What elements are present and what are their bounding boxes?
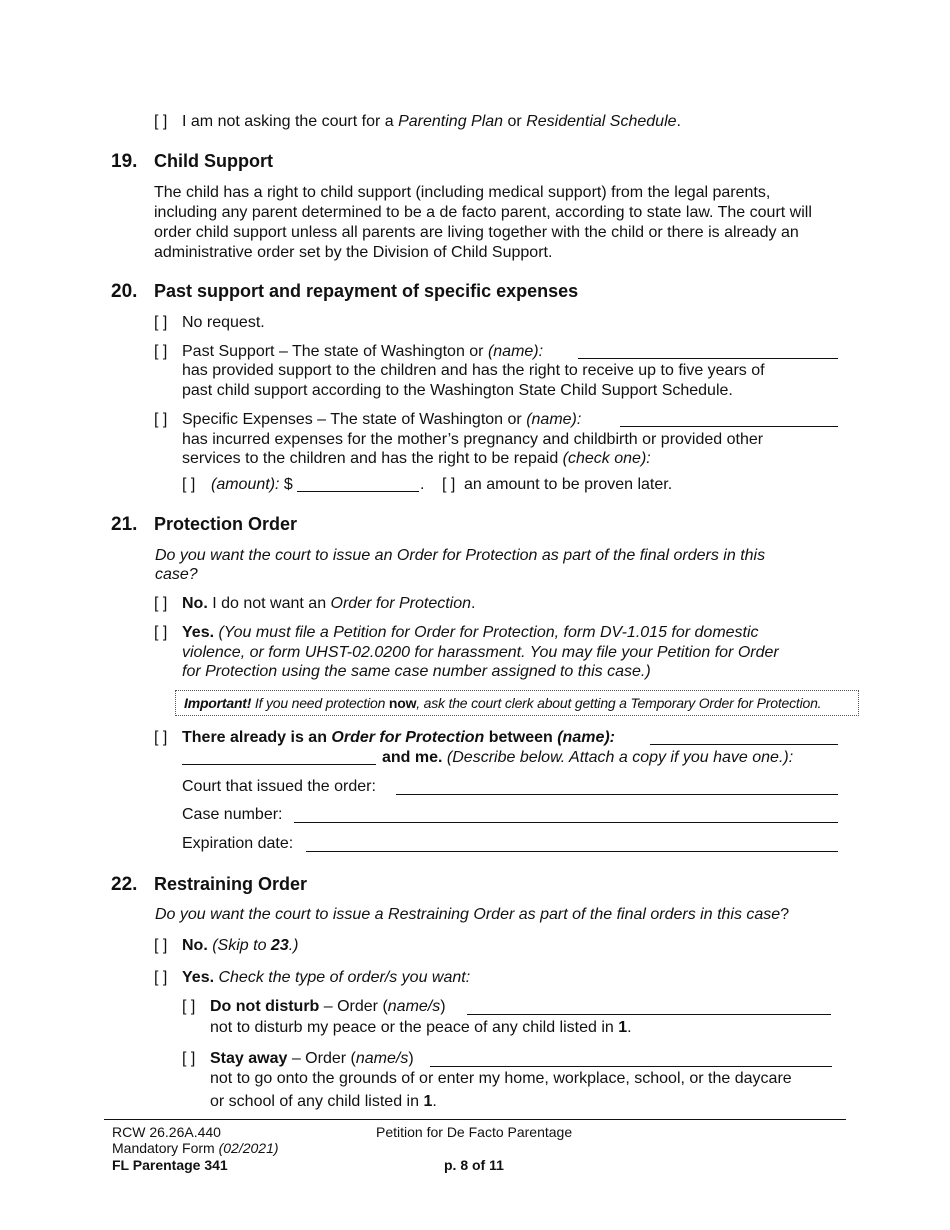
section-22-number: 22.: [111, 874, 138, 895]
no-parenting-plan-text: I am not asking the court for a Parenting Plan or Residential Schedule.: [182, 113, 681, 130]
do-not-disturb-name-line[interactable]: [467, 1014, 831, 1015]
checkbox-protection-no[interactable]: [ ]: [154, 595, 168, 612]
checkbox-restraining-yes[interactable]: [ ]: [154, 969, 168, 986]
past-support-text: Past Support – The state of Washington or (name):: [182, 343, 544, 360]
stay-away-line-2: not to go onto the grounds of or enter my home, workplace, school, or the daycare: [210, 1070, 792, 1087]
do-not-disturb-line-2: not to disturb my peace or the peace of any child listed in 1.: [210, 1019, 632, 1036]
stay-away-text: Stay away – Order (name/s): [210, 1050, 414, 1067]
checkbox-proven-later[interactable]: [ ]: [442, 476, 456, 493]
section-19-title: Child Support: [154, 151, 273, 171]
section-19-line-2: including any parent determined to be a de facto parent, according to state law. The court will: [154, 204, 812, 221]
checkbox-no-parenting-plan[interactable]: [ ]: [154, 113, 168, 130]
amount-period: .: [420, 476, 425, 493]
footer-page-number: p. 8 of 11: [444, 1157, 504, 1173]
section-22-question: Do you want the court to issue a Restraining Order as part of the final orders in this case?: [155, 906, 790, 923]
section-21-title: Protection Order: [154, 514, 298, 534]
court-issued-line[interactable]: [396, 794, 838, 795]
footer-rcw: RCW 26.26A.440: [112, 1124, 221, 1140]
footer-mandatory-form: Mandatory Form (02/2021): [112, 1140, 279, 1156]
stay-away-name-line[interactable]: [430, 1066, 832, 1067]
expiration-date-label: Expiration date:: [182, 835, 294, 852]
do-not-disturb-text: Do not disturb – Order (name/s): [210, 998, 446, 1015]
checkbox-protection-yes[interactable]: [ ]: [154, 624, 168, 641]
existing-order-name-line-2[interactable]: [182, 764, 376, 765]
footer-form-number: FL Parentage 341: [112, 1157, 228, 1173]
checkbox-past-support[interactable]: [ ]: [154, 343, 168, 360]
section-21-number: 21.: [111, 514, 138, 535]
restraining-yes-text: Yes. Check the type of order/s you want:: [182, 969, 471, 986]
past-support-name-line[interactable]: [578, 358, 838, 359]
past-support-line-2: has provided support to the children and has the right to receive up to five years of: [182, 362, 765, 379]
footer-rule: [104, 1119, 846, 1120]
amount-label: (amount): $: [211, 476, 293, 493]
section-19-number: 19.: [111, 151, 138, 172]
restraining-no-text: No. (Skip to 23.): [182, 937, 299, 954]
section-19-line-1: The child has a right to child support (including medical support) from the legal parents,: [154, 184, 771, 201]
specific-expenses-text: Specific Expenses – The state of Washington or (name):: [182, 411, 582, 428]
proven-later-text: an amount to be proven later.: [464, 476, 673, 493]
past-support-line-3: past child support according to the Washington State Child Support Schedule.: [182, 382, 733, 399]
checkbox-existing-order[interactable]: [ ]: [154, 729, 168, 746]
no-request-text: No request.: [182, 314, 265, 331]
section-21-question-line-1: Do you want the court to issue an Order for Protection as part of the final orders in this: [155, 547, 766, 564]
protection-yes-line-3: for Protection using the same case number assigned to this case.): [182, 663, 651, 680]
case-number-label: Case number:: [182, 806, 283, 823]
stay-away-line-3: or school of any child listed in 1.: [210, 1093, 437, 1110]
specific-expenses-name-line[interactable]: [620, 426, 838, 427]
section-21-question-line-2: case?: [155, 566, 198, 583]
expiration-date-line[interactable]: [306, 851, 838, 852]
protection-yes-text: Yes. (You must file a Petition for Order for Protection, form DV-1.015 for domestic: [182, 624, 759, 641]
section-19-line-3: order child support unless all parents are living together with the child or there is already an: [154, 224, 799, 241]
section-22-title: Restraining Order: [154, 874, 308, 894]
section-20-title: Past support and repayment of specific expenses: [154, 281, 579, 301]
checkbox-do-not-disturb[interactable]: [ ]: [182, 998, 196, 1015]
checkbox-stay-away[interactable]: [ ]: [182, 1050, 196, 1067]
checkbox-amount[interactable]: [ ]: [182, 476, 196, 493]
checkbox-restraining-no[interactable]: [ ]: [154, 937, 168, 954]
section-19-line-4: administrative order set by the Division of Child Support.: [154, 244, 553, 261]
amount-line[interactable]: [297, 491, 419, 492]
existing-order-text: There already is an Order for Protection between (name):: [182, 729, 615, 746]
checkbox-specific-expenses[interactable]: [ ]: [154, 411, 168, 428]
court-issued-label: Court that issued the order:: [182, 778, 376, 795]
important-notice-text: Important! If you need protection now, ask the court clerk about getting a Temporary Order for Protection.: [184, 695, 822, 711]
protection-no-text: No. I do not want an Order for Protection.: [182, 595, 476, 612]
specific-expenses-line-3: services to the children and has the right to be repaid (check one):: [182, 450, 651, 467]
footer-form-title: Petition for De Facto Parentage: [376, 1124, 573, 1140]
existing-order-line-2: and me. (Describe below. Attach a copy if you have one.):: [382, 749, 794, 766]
case-number-line[interactable]: [294, 822, 838, 823]
section-20-number: 20.: [111, 281, 138, 302]
important-notice-box: [175, 690, 859, 716]
checkbox-no-request[interactable]: [ ]: [154, 314, 168, 331]
specific-expenses-line-2: has incurred expenses for the mother’s pregnancy and childbirth or provided other: [182, 431, 764, 448]
protection-yes-line-2: violence, or form UHST-02.0200 for harassment. You may file your Petition for Order: [182, 644, 779, 661]
existing-order-name-line-1[interactable]: [650, 744, 838, 745]
